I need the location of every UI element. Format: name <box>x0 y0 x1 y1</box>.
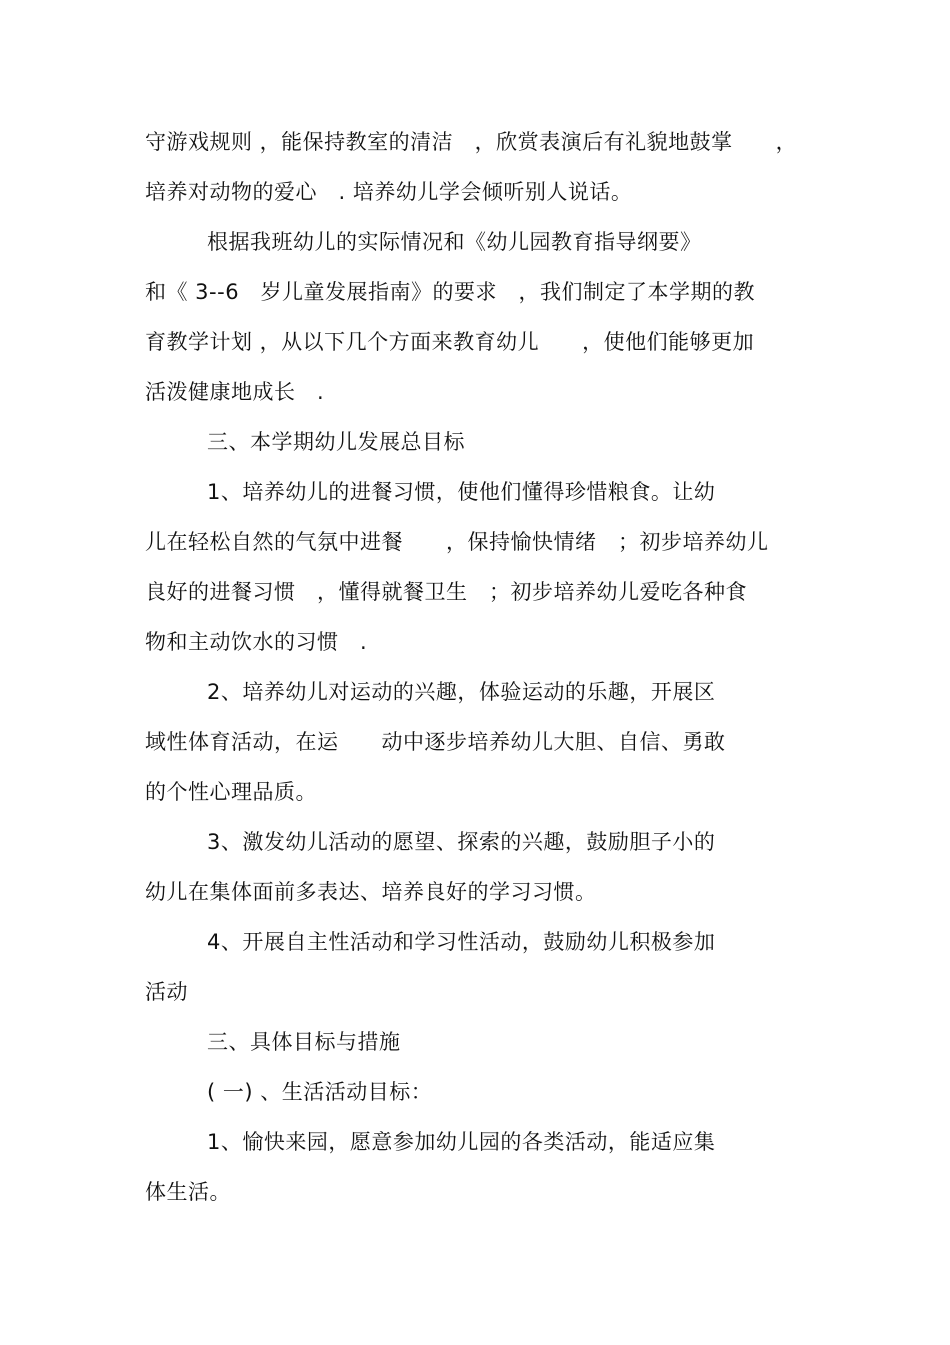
text-line: 活动 <box>145 980 188 1004</box>
text-line: 良好的进餐习惯 ，懂得就餐卫生 ；初步培养幼儿爱吃各种食 <box>145 580 747 604</box>
text-line: 的个性心理品质。 <box>145 780 317 804</box>
text-line: 1、培养幼儿的进餐习惯，使他们懂得珍惜粮食。让幼 <box>207 480 716 504</box>
text-line: 守游戏规则 ，能保持教室的清洁 ，欣赏表演后有礼貌地鼓掌 ， <box>145 130 798 154</box>
text-line: 和《 3--6 岁儿童发展指南》的要求 ，我们制定了本学期的教 <box>145 280 756 304</box>
text-line: 物和主动饮水的习惯 . <box>145 630 368 654</box>
text-line: 根据我班幼儿的实际情况和《幼儿园教育指导纲要》 <box>207 230 702 254</box>
text-line: 4、开展自主性活动和学习性活动，鼓励幼儿积极参加 <box>207 930 716 954</box>
subsection-heading: ( 一) 、生活活动目标： <box>207 1080 433 1104</box>
text-line: 域性体育活动，在运 动中逐步培养幼儿大胆、自信、勇敢 <box>145 730 726 754</box>
text-line: 活泼健康地成长 . <box>145 380 325 404</box>
section-heading: 三、具体目标与措施 <box>207 1030 401 1054</box>
text-line: 培养对动物的爱心 . 培养幼儿学会倾听别人说话。 <box>145 180 633 204</box>
text-line: 2、培养幼儿对运动的兴趣，体验运动的乐趣，开展区 <box>207 680 716 704</box>
text-line: 儿在轻松自然的气氛中进餐 ，保持愉快情绪 ；初步培养幼儿 <box>145 530 769 554</box>
text-line: 体生活。 <box>145 1180 231 1204</box>
text-line: 3、激发幼儿活动的愿望、探索的兴趣，鼓励胆子小的 <box>207 830 716 854</box>
text-line: 1、愉快来园，愿意参加幼儿园的各类活动，能适应集 <box>207 1130 716 1154</box>
text-line: 育教学计划 ，从以下几个方面来教育幼儿 ，使他们能够更加 <box>145 330 755 354</box>
section-heading: 三、本学期幼儿发展总目标 <box>207 430 465 454</box>
text-line: 幼儿在集体面前多表达、培养良好的学习习惯。 <box>145 880 597 904</box>
